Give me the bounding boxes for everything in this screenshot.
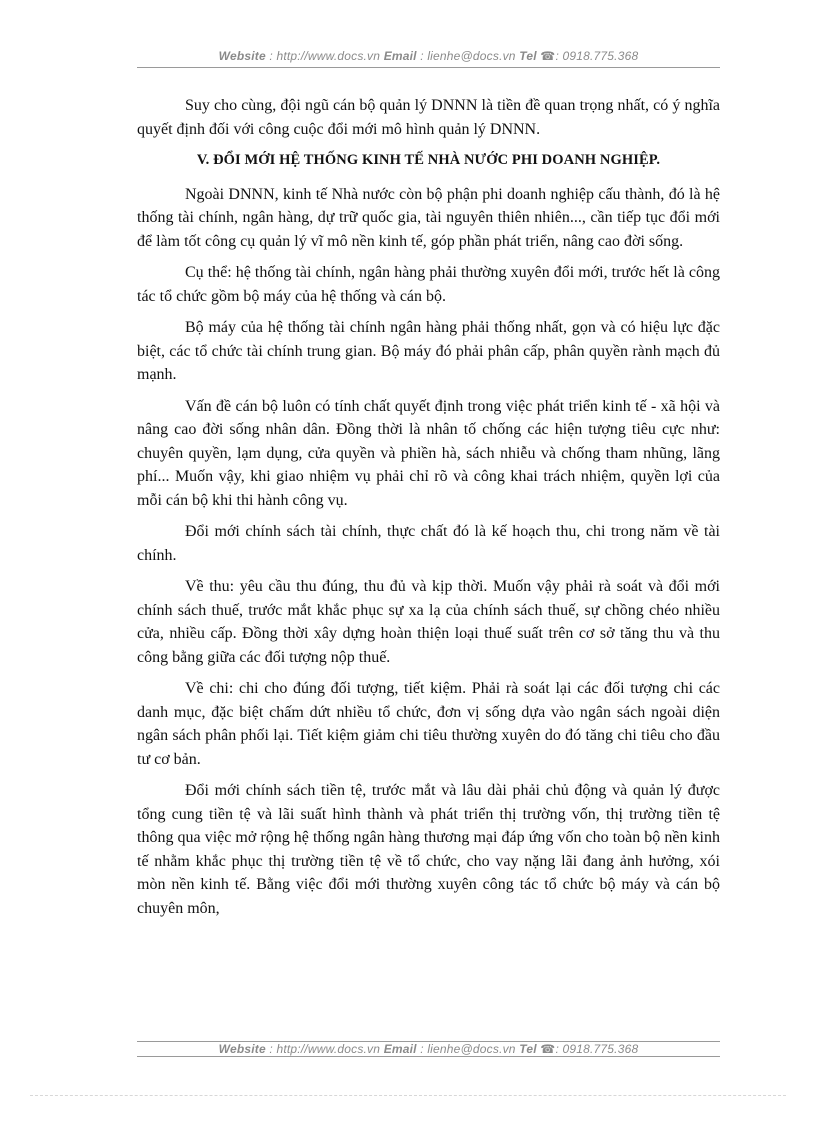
header-website-label: Website [218, 49, 266, 63]
paragraph-8: Về chi: chi cho đúng đối tượng, tiết kiệm. Phải rà soát lại các đối tượng chi các danh mục, đặc biệt chấm dứt nhiều tổ chức, đơn vị sống dựa vào ngân sách ngoài diện ngân sách phân phối lại. Tiết kiệm giảm chi tiêu thường xuyên do đó tăng chi tiêu cho đầu tư cơ bản. [137, 680, 720, 768]
footer-divider [137, 1056, 720, 1057]
phone-icon: ☎ [540, 49, 556, 63]
page-edge-divider [30, 1095, 786, 1096]
footer-email-value: : lienhe@docs.vn [420, 1042, 516, 1056]
header-website-value: : http://www.docs.vn [269, 49, 381, 63]
paragraph-5: Vấn đề cán bộ luôn có tính chất quyết định trong việc phát triển kinh tế - xã hội và nâng cao đời sống nhân dân. Đồng thời là nhân tố chống các hiện tượng tiêu cực như: chuyên quyền, lạm dụng, cửa quyền và phiền hà, sách nhiễu và chống tham nhũng, lãng phí... Muốn vậy, khi giao nhiệm vụ phải chỉ rõ và công khai trách nhiệm, quyền lợi của mỗi cán bộ khi thi hành công vụ. [137, 397, 720, 509]
document-body [137, 94, 720, 928]
paragraph-4: Bộ máy của hệ thống tài chính ngân hàng phải thống nhất, gọn và có hiệu lực đặc biệt, các tổ chức tài chính trung gian. Bộ máy đó phải phân cấp, phân quyền rành mạch đủ mạnh. [137, 319, 720, 383]
footer-website-label: Website [218, 1042, 266, 1056]
header-tel-label: Tel [519, 49, 537, 63]
page-header [137, 49, 720, 68]
header-email-value: : lienhe@docs.vn [420, 49, 516, 63]
paragraph-6: Đổi mới chính sách tài chính, thực chất đó là kế hoạch thu, chi trong năm về tài chính. [137, 523, 720, 564]
paragraph-2: Ngoài DNNN, kinh tế Nhà nước còn bộ phận phi doanh nghiệp cấu thành, đó là hệ thống tài chính, ngân hàng, dự trữ quốc gia, tài nguyên thiên nhiên..., cần tiếp tục đổi mới để làm tốt công cụ quản lý vĩ mô nền kinh tế, góp phần phát triển, nâng cao đời sống. [137, 185, 720, 250]
section-heading: V. ĐỔI MỚI HỆ THỐNG KINH TẾ NHÀ NƯỚC PHI DOANH NGHIỆP. [196, 152, 661, 168]
footer-tel-label: Tel [519, 1042, 537, 1056]
paragraph-9: Đổi mới chính sách tiền tệ, trước mắt và lâu dài phải chủ động và quản lý được tổng cung tiền tệ và lãi suất hình thành và phát triển thị trường vốn, thị trường tiền tệ thông qua việc mở rộng hệ thống ngân hàng thương mại đáp ứng vốn cho toàn bộ nền kinh tế nhằm khắc phục thị trường tiền tệ về tổ chức, cho vay nặng lãi đang ảnh hưởng, xói mòn nền kinh tế. Bằng việc đổi mới thường xuyên công tác tổ chức bộ máy và cán bộ chuyên môn, [137, 782, 720, 917]
footer-email-label: Email [383, 1042, 417, 1056]
paragraph-3: Cụ thể: hệ thống tài chính, ngân hàng phải thường xuyên đổi mới, trước hết là công tác tổ chức gồm bộ máy của hệ thống và cán bộ. [137, 264, 720, 305]
footer-tel-value: : 0918.775.368 [555, 1042, 639, 1056]
phone-icon: ☎ [540, 1042, 556, 1056]
paragraph-1: Suy cho cùng, đội ngũ cán bộ quản lý DNNN là tiền đề quan trọng nhất, có ý nghĩa quyết định đối với công cuộc đổi mới mô hình quản lý DNNN. [137, 97, 720, 138]
footer-website-value: : http://www.docs.vn [269, 1042, 381, 1056]
page-footer [137, 1041, 720, 1056]
header-tel-value: : 0918.775.368 [555, 49, 639, 63]
paragraph-7: Về thu: yêu cầu thu đúng, thu đủ và kịp thời. Muốn vậy phải rà soát và đổi mới chính sách thuế, trước mắt khắc phục sự xa lạ của chính sách thuế, sự chồng chéo nhiều cửa, nhiều cấp. Đồng thời xây dựng hoàn thiện loại thuế suất trên cơ sở tăng thu và thu công bằng giữa các đối tượng nộp thuế. [137, 578, 720, 666]
header-email-label: Email [383, 49, 417, 63]
